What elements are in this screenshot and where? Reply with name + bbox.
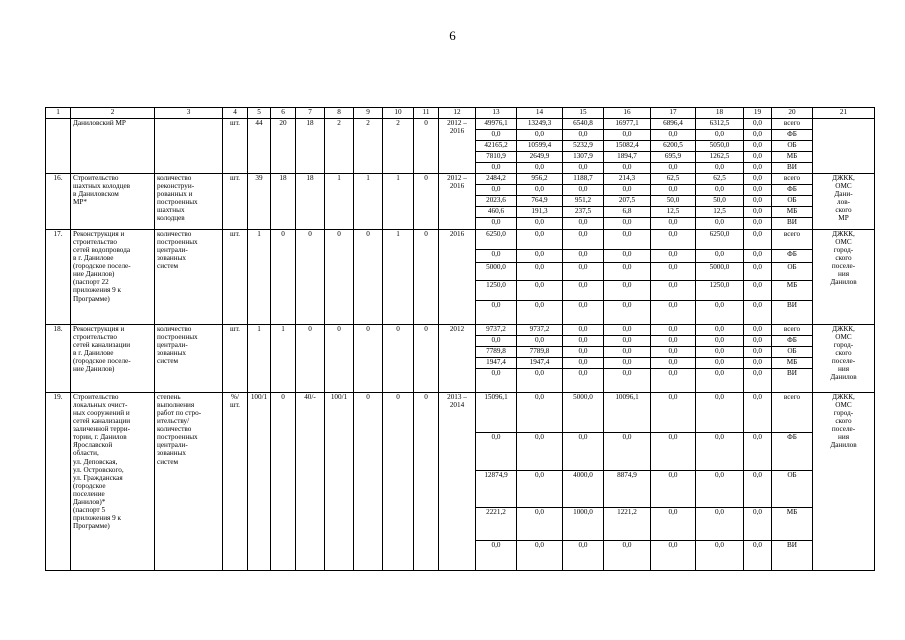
item-number: 17. xyxy=(46,230,71,325)
funding-value: 0,0 xyxy=(517,281,563,301)
unit: шт. xyxy=(223,174,248,230)
funding-value: 0,0 xyxy=(563,347,604,358)
indicator-name: количество реконструи- рованных и построенных шахтных колодцев xyxy=(155,174,223,230)
column-number: 4 xyxy=(223,108,248,119)
funding-value: 460,6 xyxy=(476,207,517,218)
funding-value: 0,0 xyxy=(744,207,772,218)
indicator-value: 0 xyxy=(296,325,325,393)
indicator-value: 0 xyxy=(325,325,354,393)
funding-source: ВИ xyxy=(772,218,813,230)
funding-value: 7789,8 xyxy=(517,347,563,358)
indicator-value: 0 xyxy=(271,393,296,571)
indicator-value: 1 xyxy=(354,174,383,230)
funding-value: 0,0 xyxy=(563,130,604,141)
funding-value: 0,0 xyxy=(651,218,696,230)
funding-value: 1221,2 xyxy=(604,508,651,541)
funding-value: 0,0 xyxy=(517,130,563,141)
item-number: 16. xyxy=(46,174,71,230)
period: 2016 xyxy=(439,230,476,325)
funding-value: 0,0 xyxy=(651,471,696,508)
funding-value: 0,0 xyxy=(563,230,604,250)
funding-source: всего xyxy=(772,393,813,433)
indicator-value: 40/- xyxy=(296,393,325,571)
funding-value: 0,0 xyxy=(744,141,772,152)
funding-value: 0,0 xyxy=(517,301,563,325)
column-number: 19 xyxy=(744,108,772,119)
funding-value: 191,3 xyxy=(517,207,563,218)
column-number: 1 xyxy=(46,108,71,119)
funding-value: 0,0 xyxy=(517,433,563,471)
funding-value: 0,0 xyxy=(744,196,772,207)
measure-name: Строительство локальных очист- ных сооружений и сетей канализации заличенной терри- тории, г. Данилов Ярославской области, ул. Деповская, ул. Островского, ул. Гражданская (городское поселение Данилов)* (паспорт 5 приложения 9 к Программе) xyxy=(71,393,155,571)
funding-value: 12874,9 xyxy=(476,471,517,508)
period: 2012 – 2016 xyxy=(439,119,476,174)
funding-value: 4000,0 xyxy=(563,471,604,508)
funding-value: 0,0 xyxy=(744,185,772,196)
funding-value: 0,0 xyxy=(517,336,563,347)
funding-source: ВИ xyxy=(772,301,813,325)
funding-value: 13249,3 xyxy=(517,119,563,130)
funding-value: 0,0 xyxy=(744,130,772,141)
period: 2012 xyxy=(439,325,476,393)
funding-value: 0,0 xyxy=(651,393,696,433)
funding-value: 0,0 xyxy=(744,369,772,393)
funding-value: 0,0 xyxy=(563,163,604,174)
funding-value: 16977,1 xyxy=(604,119,651,130)
column-number: 17 xyxy=(651,108,696,119)
funding-source: всего xyxy=(772,119,813,130)
funding-row xyxy=(46,174,875,185)
funding-source: ФБ xyxy=(772,250,813,263)
funding-value: 0,0 xyxy=(604,433,651,471)
funding-value: 10599,4 xyxy=(517,141,563,152)
funding-value: 9737,2 xyxy=(476,325,517,336)
funding-value: 7810,9 xyxy=(476,152,517,163)
funding-value: 0,0 xyxy=(476,541,517,571)
measure-name: Строительство шахтных колодцев в Даниловском МР* xyxy=(71,174,155,230)
indicator-value: 1 xyxy=(383,230,414,325)
funding-value: 0,0 xyxy=(604,301,651,325)
period: 2013 – 2014 xyxy=(439,393,476,571)
funding-value: 0,0 xyxy=(696,185,744,196)
funding-value: 0,0 xyxy=(476,301,517,325)
funding-value: 0,0 xyxy=(651,163,696,174)
funding-source: МБ xyxy=(772,207,813,218)
funding-value: 0,0 xyxy=(651,281,696,301)
funding-source: МБ xyxy=(772,152,813,163)
funding-value: 0,0 xyxy=(563,263,604,281)
funding-value: 2023,6 xyxy=(476,196,517,207)
page-number: 6 xyxy=(449,28,456,43)
funding-value: 764,9 xyxy=(517,196,563,207)
funding-value: 1947,4 xyxy=(517,358,563,369)
column-number: 21 xyxy=(813,108,875,119)
indicator-name: степень выполнения работ по стро- ительству/ количество построенных централи- зованных систем xyxy=(155,393,223,571)
funding-value: 0,0 xyxy=(696,369,744,393)
funding-row xyxy=(46,325,875,336)
funding-source: ФБ xyxy=(772,130,813,141)
funding-value: 0,0 xyxy=(651,508,696,541)
indicator-value: 2 xyxy=(325,119,354,174)
funding-value: 0,0 xyxy=(696,347,744,358)
funding-value: 8874,9 xyxy=(604,471,651,508)
column-number: 5 xyxy=(248,108,271,119)
indicator-value: 0 xyxy=(325,230,354,325)
funding-value: 0,0 xyxy=(744,358,772,369)
indicator-value: 1 xyxy=(248,230,271,325)
funding-row xyxy=(46,393,875,433)
funding-value: 0,0 xyxy=(604,230,651,250)
funding-source: ОБ xyxy=(772,141,813,152)
funding-value: 50,0 xyxy=(651,196,696,207)
funding-value: 1250,0 xyxy=(476,281,517,301)
funding-value: 49976,1 xyxy=(476,119,517,130)
funding-value: 0,0 xyxy=(744,347,772,358)
indicator-value: 1 xyxy=(248,325,271,393)
funding-value: 0,0 xyxy=(517,263,563,281)
responsible-executor: ДЖКК, ОМС город- ского поселе- ния Данилов xyxy=(813,230,875,325)
funding-value: 10096,1 xyxy=(604,393,651,433)
funding-value: 0,0 xyxy=(696,358,744,369)
column-number: 11 xyxy=(414,108,439,119)
funding-value: 0,0 xyxy=(696,163,744,174)
indicator-value: 0 xyxy=(354,325,383,393)
indicator-value: 0 xyxy=(354,393,383,571)
funding-value: 237,5 xyxy=(563,207,604,218)
funding-value: 12,5 xyxy=(651,207,696,218)
period: 2012 – 2016 xyxy=(439,174,476,230)
indicator-value: 1 xyxy=(383,174,414,230)
funding-value: 695,9 xyxy=(651,152,696,163)
funding-value: 50,0 xyxy=(696,196,744,207)
funding-value: 15096,1 xyxy=(476,393,517,433)
funding-value: 0,0 xyxy=(696,471,744,508)
funding-value: 0,0 xyxy=(563,250,604,263)
funding-value: 0,0 xyxy=(563,369,604,393)
funding-value: 0,0 xyxy=(744,508,772,541)
funding-value: 0,0 xyxy=(651,358,696,369)
funding-value: 0,0 xyxy=(744,250,772,263)
funding-value: 0,0 xyxy=(651,301,696,325)
funding-value: 0,0 xyxy=(696,508,744,541)
funding-value: 5232,9 xyxy=(563,141,604,152)
funding-value: 0,0 xyxy=(696,218,744,230)
funding-value: 0,0 xyxy=(563,541,604,571)
indicator-value: 18 xyxy=(271,174,296,230)
funding-value: 12,5 xyxy=(696,207,744,218)
funding-value: 0,0 xyxy=(696,325,744,336)
column-number: 8 xyxy=(325,108,354,119)
funding-value: 0,0 xyxy=(651,336,696,347)
funding-value: 5000,0 xyxy=(563,393,604,433)
measure-name: Реконструкция и строительство сетей водопровода в г. Данилове (городское поселе- ние Данилов) (паспорт 22 приложения 9 к Программе) xyxy=(71,230,155,325)
item-number: 18. xyxy=(46,325,71,393)
funding-value: 0,0 xyxy=(651,185,696,196)
funding-value: 0,0 xyxy=(696,301,744,325)
column-number: 15 xyxy=(563,108,604,119)
item-number xyxy=(46,119,71,174)
indicator-value: 44 xyxy=(248,119,271,174)
unit: шт. xyxy=(223,230,248,325)
funding-value: 0,0 xyxy=(651,433,696,471)
funding-value: 0,0 xyxy=(517,163,563,174)
funding-value: 0,0 xyxy=(651,347,696,358)
funding-value: 1894,7 xyxy=(604,152,651,163)
measure-name: Даниловский МР xyxy=(71,119,155,174)
program-table xyxy=(45,107,875,571)
funding-value: 0,0 xyxy=(696,433,744,471)
indicator-value: 18 xyxy=(296,119,325,174)
funding-value: 0,0 xyxy=(476,163,517,174)
funding-value: 0,0 xyxy=(604,336,651,347)
funding-value: 0,0 xyxy=(696,541,744,571)
funding-value: 0,0 xyxy=(563,336,604,347)
funding-source: МБ xyxy=(772,508,813,541)
funding-value: 42165,2 xyxy=(476,141,517,152)
indicator-value: 39 xyxy=(248,174,271,230)
funding-value: 0,0 xyxy=(744,336,772,347)
funding-value: 6,8 xyxy=(604,207,651,218)
funding-value: 0,0 xyxy=(476,250,517,263)
indicator-name xyxy=(155,119,223,174)
funding-source: ФБ xyxy=(772,185,813,196)
funding-value: 0,0 xyxy=(651,369,696,393)
funding-value: 207,5 xyxy=(604,196,651,207)
indicator-value: 100/1 xyxy=(248,393,271,571)
funding-value: 0,0 xyxy=(563,218,604,230)
funding-value: 0,0 xyxy=(696,336,744,347)
funding-value: 0,0 xyxy=(604,347,651,358)
indicator-value: 0 xyxy=(414,119,439,174)
indicator-name: количество построенных централи- зованных систем xyxy=(155,325,223,393)
funding-value: 1250,0 xyxy=(696,281,744,301)
funding-source: всего xyxy=(772,325,813,336)
responsible-executor: ДЖКК, ОМС Дани- лов- ского МР xyxy=(813,174,875,230)
funding-source: ВИ xyxy=(772,541,813,571)
measure-name: Реконструкция и строительство сетей канализации в г. Данилове (городское поселе- ние Данилов) xyxy=(71,325,155,393)
funding-value: 0,0 xyxy=(517,230,563,250)
funding-source: всего xyxy=(772,230,813,250)
funding-row xyxy=(46,230,875,250)
funding-value: 1000,0 xyxy=(563,508,604,541)
responsible-executor: ДЖКК, ОМС город- ского поселе- ния Данилов xyxy=(813,393,875,571)
funding-value: 0,0 xyxy=(604,250,651,263)
column-number: 18 xyxy=(696,108,744,119)
funding-value: 0,0 xyxy=(517,508,563,541)
funding-value: 0,0 xyxy=(744,393,772,433)
funding-value: 1262,5 xyxy=(696,152,744,163)
funding-value: 0,0 xyxy=(563,325,604,336)
funding-value: 0,0 xyxy=(563,185,604,196)
funding-value: 951,2 xyxy=(563,196,604,207)
funding-source: ОБ xyxy=(772,471,813,508)
funding-value: 0,0 xyxy=(651,250,696,263)
funding-source: ОБ xyxy=(772,347,813,358)
funding-value: 0,0 xyxy=(744,541,772,571)
indicator-value: 0 xyxy=(383,325,414,393)
indicator-value: 0 xyxy=(296,230,325,325)
funding-value: 0,0 xyxy=(476,369,517,393)
unit: шт. xyxy=(223,325,248,393)
column-number-row xyxy=(46,108,875,119)
column-number: 13 xyxy=(476,108,517,119)
funding-value: 0,0 xyxy=(604,325,651,336)
funding-value: 9737,2 xyxy=(517,325,563,336)
funding-value: 0,0 xyxy=(651,230,696,250)
funding-value: 0,0 xyxy=(476,185,517,196)
responsible-executor: ДЖКК, ОМС город- ского поселе- ния Данилов xyxy=(813,325,875,393)
funding-value: 0,0 xyxy=(563,433,604,471)
funding-value: 0,0 xyxy=(476,336,517,347)
indicator-name: количество построенных централи- зованных систем xyxy=(155,230,223,325)
funding-value: 2484,2 xyxy=(476,174,517,185)
funding-value: 0,0 xyxy=(744,152,772,163)
funding-value: 0,0 xyxy=(696,130,744,141)
funding-value: 0,0 xyxy=(744,174,772,185)
column-number: 10 xyxy=(383,108,414,119)
funding-value: 0,0 xyxy=(744,263,772,281)
item-number: 19. xyxy=(46,393,71,571)
funding-source: всего xyxy=(772,174,813,185)
funding-value: 15082,4 xyxy=(604,141,651,152)
column-number: 9 xyxy=(354,108,383,119)
funding-value: 0,0 xyxy=(604,130,651,141)
indicator-value: 0 xyxy=(414,174,439,230)
funding-value: 0,0 xyxy=(696,393,744,433)
funding-value: 1188,7 xyxy=(563,174,604,185)
indicator-value: 2 xyxy=(383,119,414,174)
funding-value: 0,0 xyxy=(604,263,651,281)
funding-value: 0,0 xyxy=(517,393,563,433)
indicator-value: 0 xyxy=(383,393,414,571)
funding-value: 0,0 xyxy=(604,185,651,196)
funding-value: 0,0 xyxy=(517,541,563,571)
funding-source: ФБ xyxy=(772,433,813,471)
unit: %/ шт. xyxy=(223,393,248,571)
funding-value: 0,0 xyxy=(476,433,517,471)
indicator-value: 20 xyxy=(271,119,296,174)
funding-source: ФБ xyxy=(772,336,813,347)
funding-value: 6250,0 xyxy=(696,230,744,250)
responsible-executor xyxy=(813,119,875,174)
funding-value: 6896,4 xyxy=(651,119,696,130)
funding-value: 0,0 xyxy=(744,119,772,130)
funding-source: ОБ xyxy=(772,263,813,281)
indicator-value: 18 xyxy=(296,174,325,230)
column-number: 3 xyxy=(155,108,223,119)
funding-source: МБ xyxy=(772,358,813,369)
funding-value: 214,3 xyxy=(604,174,651,185)
funding-value: 62,5 xyxy=(696,174,744,185)
column-number: 7 xyxy=(296,108,325,119)
funding-value: 0,0 xyxy=(744,471,772,508)
funding-value: 0,0 xyxy=(604,358,651,369)
funding-value: 0,0 xyxy=(744,281,772,301)
funding-value: 0,0 xyxy=(517,369,563,393)
funding-row xyxy=(46,119,875,130)
funding-value: 62,5 xyxy=(651,174,696,185)
indicator-value: 1 xyxy=(325,174,354,230)
indicator-value: 0 xyxy=(414,230,439,325)
funding-value: 0,0 xyxy=(604,163,651,174)
indicator-value: 0 xyxy=(414,325,439,393)
funding-value: 0,0 xyxy=(744,218,772,230)
funding-value: 0,0 xyxy=(744,325,772,336)
unit: шт. xyxy=(223,119,248,174)
funding-value: 0,0 xyxy=(517,250,563,263)
funding-value: 0,0 xyxy=(744,163,772,174)
funding-value: 0,0 xyxy=(517,218,563,230)
funding-value: 5050,0 xyxy=(696,141,744,152)
funding-value: 2221,2 xyxy=(476,508,517,541)
funding-value: 0,0 xyxy=(563,301,604,325)
funding-value: 0,0 xyxy=(744,433,772,471)
funding-value: 0,0 xyxy=(476,218,517,230)
funding-value: 5000,0 xyxy=(696,263,744,281)
indicator-value: 1 xyxy=(271,325,296,393)
funding-value: 0,0 xyxy=(696,250,744,263)
indicator-value: 0 xyxy=(271,230,296,325)
funding-value: 956,2 xyxy=(517,174,563,185)
column-number: 14 xyxy=(517,108,563,119)
indicator-value: 0 xyxy=(354,230,383,325)
funding-value: 1307,9 xyxy=(563,152,604,163)
funding-source: ВИ xyxy=(772,163,813,174)
funding-value: 0,0 xyxy=(517,471,563,508)
funding-value: 0,0 xyxy=(563,281,604,301)
funding-value: 0,0 xyxy=(604,369,651,393)
column-number: 12 xyxy=(439,108,476,119)
indicator-value: 2 xyxy=(354,119,383,174)
funding-value: 0,0 xyxy=(651,325,696,336)
funding-value: 0,0 xyxy=(476,130,517,141)
funding-value: 0,0 xyxy=(651,130,696,141)
funding-value: 1947,4 xyxy=(476,358,517,369)
funding-value: 0,0 xyxy=(744,301,772,325)
funding-source: МБ xyxy=(772,281,813,301)
funding-source: ВИ xyxy=(772,369,813,393)
funding-value: 0,0 xyxy=(517,185,563,196)
funding-value: 6250,0 xyxy=(476,230,517,250)
funding-value: 5000,0 xyxy=(476,263,517,281)
funding-value: 0,0 xyxy=(604,541,651,571)
column-number: 6 xyxy=(271,108,296,119)
indicator-value: 0 xyxy=(414,393,439,571)
funding-value: 0,0 xyxy=(651,263,696,281)
indicator-value: 100/1 xyxy=(325,393,354,571)
funding-value: 0,0 xyxy=(563,358,604,369)
funding-source: ОБ xyxy=(772,196,813,207)
funding-value: 0,0 xyxy=(604,218,651,230)
funding-value: 0,0 xyxy=(604,281,651,301)
column-number: 16 xyxy=(604,108,651,119)
funding-value: 6540,8 xyxy=(563,119,604,130)
funding-value: 0,0 xyxy=(744,230,772,250)
funding-value: 7789,8 xyxy=(476,347,517,358)
column-number: 20 xyxy=(772,108,813,119)
column-number: 2 xyxy=(71,108,155,119)
funding-value: 0,0 xyxy=(651,541,696,571)
funding-value: 2649,9 xyxy=(517,152,563,163)
funding-value: 6200,5 xyxy=(651,141,696,152)
funding-value: 6312,5 xyxy=(696,119,744,130)
